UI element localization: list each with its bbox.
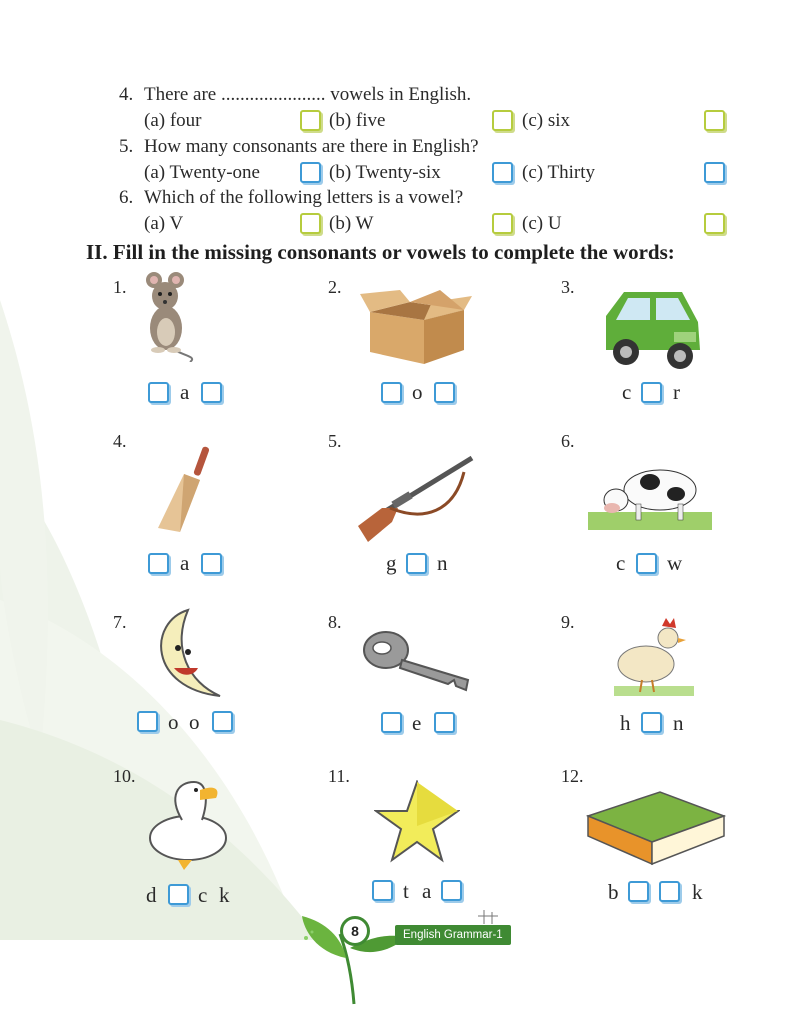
item-1-blank-2[interactable] xyxy=(201,382,222,403)
item-2-blank-2[interactable] xyxy=(434,382,455,403)
item-5-blank[interactable] xyxy=(406,553,427,574)
item-1-letter: a xyxy=(180,380,190,404)
item-10-number: 10. xyxy=(113,766,136,786)
question-5-checkbox-a[interactable] xyxy=(300,162,321,183)
item-11-letter-2: a xyxy=(422,879,432,903)
item-3-number: 3. xyxy=(561,277,575,297)
item-6-blank[interactable] xyxy=(636,553,657,574)
question-6-checkbox-a[interactable] xyxy=(300,213,321,234)
question-4-option-a: (a) four xyxy=(144,110,202,131)
item-10-letter-3: k xyxy=(219,883,230,907)
question-4-checkbox-a[interactable] xyxy=(300,110,321,131)
question-4-checkbox-b[interactable] xyxy=(492,110,513,131)
footer-leaf-icon xyxy=(296,908,516,1008)
star-image xyxy=(374,780,460,864)
item-5-number: 5. xyxy=(328,431,342,451)
item-4-number: 4. xyxy=(113,431,127,451)
moon-image xyxy=(148,608,224,702)
duck-image xyxy=(138,776,240,872)
question-4-checkbox-c[interactable] xyxy=(704,110,725,131)
question-5-checkbox-c[interactable] xyxy=(704,162,725,183)
rat-image xyxy=(132,266,202,362)
item-2-number: 2. xyxy=(328,277,342,297)
item-2-blank-1[interactable] xyxy=(381,382,402,403)
question-6-option-a: (a) V xyxy=(144,213,184,234)
item-5-letter-1: g xyxy=(386,551,397,575)
section-heading: II. Fill in the missing consonants or vowels to complete the words: xyxy=(86,240,675,264)
item-7-blank-2[interactable] xyxy=(212,711,233,732)
item-11-blank-1[interactable] xyxy=(372,880,393,901)
question-5-option-c: (c) Thirty xyxy=(522,162,595,183)
question-6-option-c: (c) U xyxy=(522,213,562,234)
bat-image xyxy=(154,444,218,534)
item-7-number: 7. xyxy=(113,612,127,632)
item-11-letter-1: t xyxy=(403,879,409,903)
item-3-blank[interactable] xyxy=(641,382,662,403)
item-8-letter: e xyxy=(412,711,422,735)
item-6-letter-1: c xyxy=(616,551,626,575)
item-1-number: 1. xyxy=(113,277,127,297)
item-9-blank[interactable] xyxy=(641,712,662,733)
item-9-letter-2: n xyxy=(673,711,684,735)
book-title-label: English Grammar-1 xyxy=(395,925,511,945)
question-5-option-b: (b) Twenty-six xyxy=(329,162,441,183)
item-11-number: 11. xyxy=(328,766,350,786)
question-4-number: 4. xyxy=(119,84,134,105)
item-12-letter-1: b xyxy=(608,880,619,904)
item-9-letter-1: h xyxy=(620,711,631,735)
item-7-letter-1: o xyxy=(168,710,179,734)
question-4-option-c: (c) six xyxy=(522,110,571,131)
question-6-text: Which of the following letters is a vowel? xyxy=(144,187,464,208)
item-6-letter-2: w xyxy=(667,551,683,575)
question-5-number: 5. xyxy=(119,136,134,157)
item-7-letter-2: o xyxy=(189,710,200,734)
item-10-letter-2: c xyxy=(198,883,208,907)
key-image xyxy=(362,628,474,692)
question-4-option-b: (b) five xyxy=(329,110,386,131)
question-5-checkbox-b[interactable] xyxy=(492,162,513,183)
item-4-blank-2[interactable] xyxy=(201,553,222,574)
hen-image xyxy=(608,616,694,700)
item-10-blank[interactable] xyxy=(168,884,189,905)
cow-image xyxy=(588,460,712,530)
item-9-number: 9. xyxy=(561,612,575,632)
book-image xyxy=(584,790,728,866)
item-8-number: 8. xyxy=(328,612,342,632)
item-8-blank-2[interactable] xyxy=(434,712,455,733)
item-12-blank-1[interactable] xyxy=(628,881,649,902)
item-12-letter-2: k xyxy=(692,880,703,904)
item-11-blank-2[interactable] xyxy=(441,880,462,901)
item-12-blank-2[interactable] xyxy=(659,881,680,902)
item-4-letter: a xyxy=(180,551,190,575)
item-3-letter-1: c xyxy=(622,380,632,404)
question-5-option-a: (a) Twenty-one xyxy=(144,162,260,183)
item-6-number: 6. xyxy=(561,431,575,451)
item-1-blank-1[interactable] xyxy=(148,382,169,403)
question-5-text: How many consonants are there in English? xyxy=(144,136,479,157)
gun-image xyxy=(354,452,476,544)
item-5-letter-2: n xyxy=(437,551,448,575)
question-6-checkbox-c[interactable] xyxy=(704,213,725,234)
car-image xyxy=(600,286,704,372)
item-8-blank-1[interactable] xyxy=(381,712,402,733)
question-4-text: There are ...................... vowels in English. xyxy=(144,84,472,105)
question-6-number: 6. xyxy=(119,187,134,208)
question-6-checkbox-b[interactable] xyxy=(492,213,513,234)
item-3-letter-2: r xyxy=(673,380,680,404)
question-6-option-b: (b) W xyxy=(329,213,374,234)
box-image xyxy=(360,290,472,366)
page-number: 8 xyxy=(340,916,370,946)
item-12-number: 12. xyxy=(561,766,584,786)
item-10-letter-1: d xyxy=(146,883,157,907)
item-2-letter: o xyxy=(412,380,423,404)
item-4-blank-1[interactable] xyxy=(148,553,169,574)
item-7-blank-1[interactable] xyxy=(137,711,158,732)
